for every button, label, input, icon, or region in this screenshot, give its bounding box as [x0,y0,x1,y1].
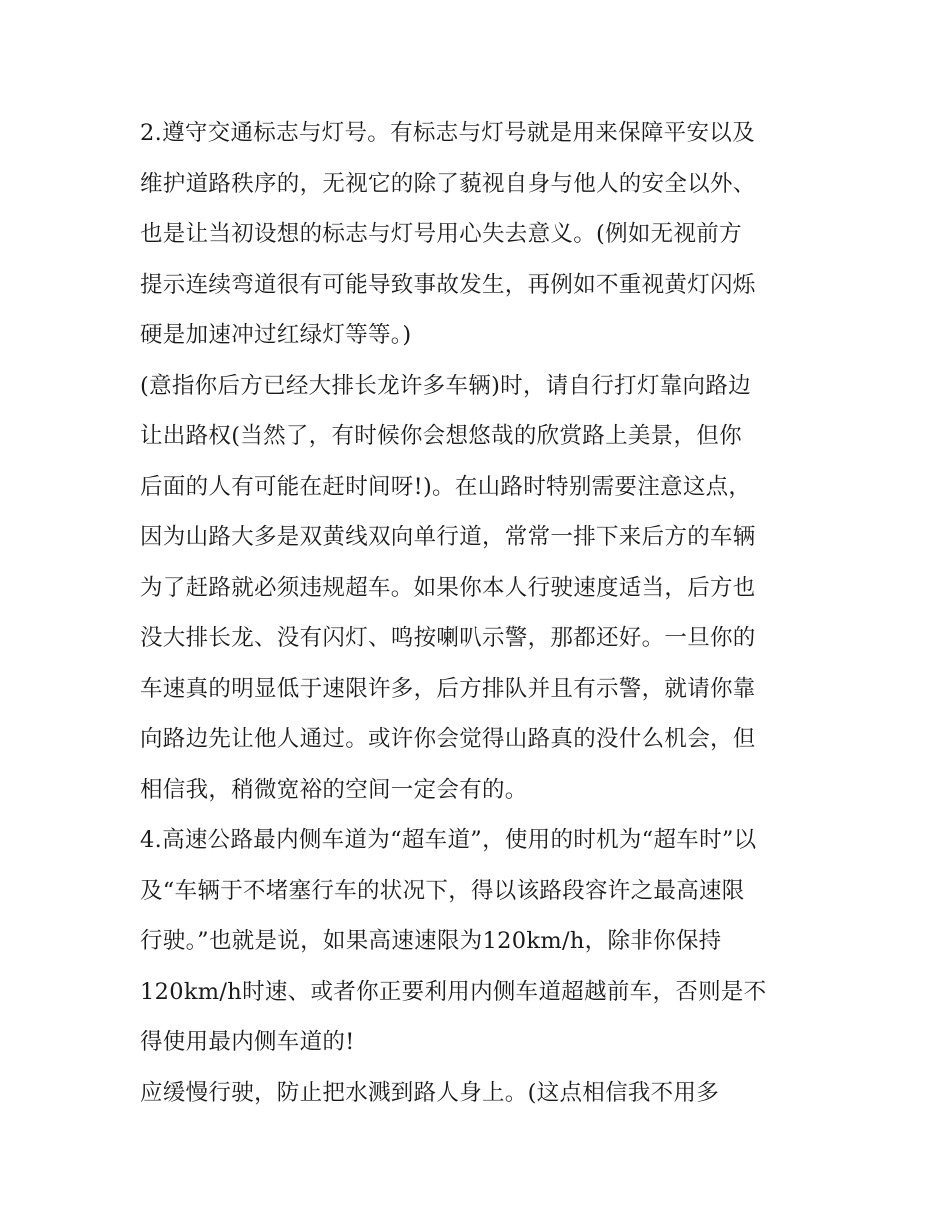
text-line-7: 让出路权(当然了，有时候你会想悠哉的欣赏路上美景，但你 [140,423,742,449]
text-line-19: 得使用最内侧车道的! [140,1029,355,1055]
text-line-5: 硬是加速冲过红绿灯等等。) [140,322,412,348]
text-line-10: 为了赶路就必须违规超车。如果你本人行驶速度适当，后方也 [140,574,756,601]
text-line-16: 及“车辆于不堵塞行车的状况下，得以该路段容许之最高速限 [140,877,745,904]
text-line-4: 提示连续弯道很有可能导致事故发生，再例如不重视黄灯闪烁 [140,271,756,298]
text-line-12: 车速真的明显低于速限许多，后方排队并且有示警，就请你靠 [140,675,756,702]
body-text [140,108,830,1118]
text-line-20: 应缓慢行驶，防止把水溅到路人身上。(这点相信我不用多 [140,1079,720,1106]
text-line-13: 向路边先让他人通过。或许你会觉得山路真的没什么机会，但 [140,726,756,752]
text-line-18: 120km/h时速、或者你正要利用内侧车道超越前车，否则是不 [140,978,767,1005]
text-line-1: 2.遵守交通标志与灯号。有标志与灯号就是用来保障平安以及 [140,120,755,146]
text-line-8: 后面的人有可能在赶时间呀!)。在山路时特别需要注意这点， [140,473,752,500]
text-line-2: 维护道路秩序的，无视它的除了藐视自身与他人的安全以外、 [140,170,756,197]
text-line-11: 没大排长龙、没有闪灯、鸣按喇叭示警，那都还好。一旦你的 [140,625,756,651]
text-line-14: 相信我，稍微宽裕的空间一定会有的。 [140,776,528,803]
text-line-17: 行驶。”也就是说，如果高速速限为120km/h，除非你保持 [140,928,722,954]
text-line-6: (意指你后方已经大排长龙许多车辆)时，请自行打灯靠向路边 [140,372,751,399]
text-line-9: 因为山路大多是双黄线双向单行道，常常一排下来后方的车辆 [140,524,756,550]
text-line-3: 也是让当初设想的标志与灯号用心失去意义。(例如无视前方 [140,221,742,247]
text-line-15: 4.高速公路最内侧车道为“超车道”，使用的时机为“超车时”以 [140,827,757,853]
